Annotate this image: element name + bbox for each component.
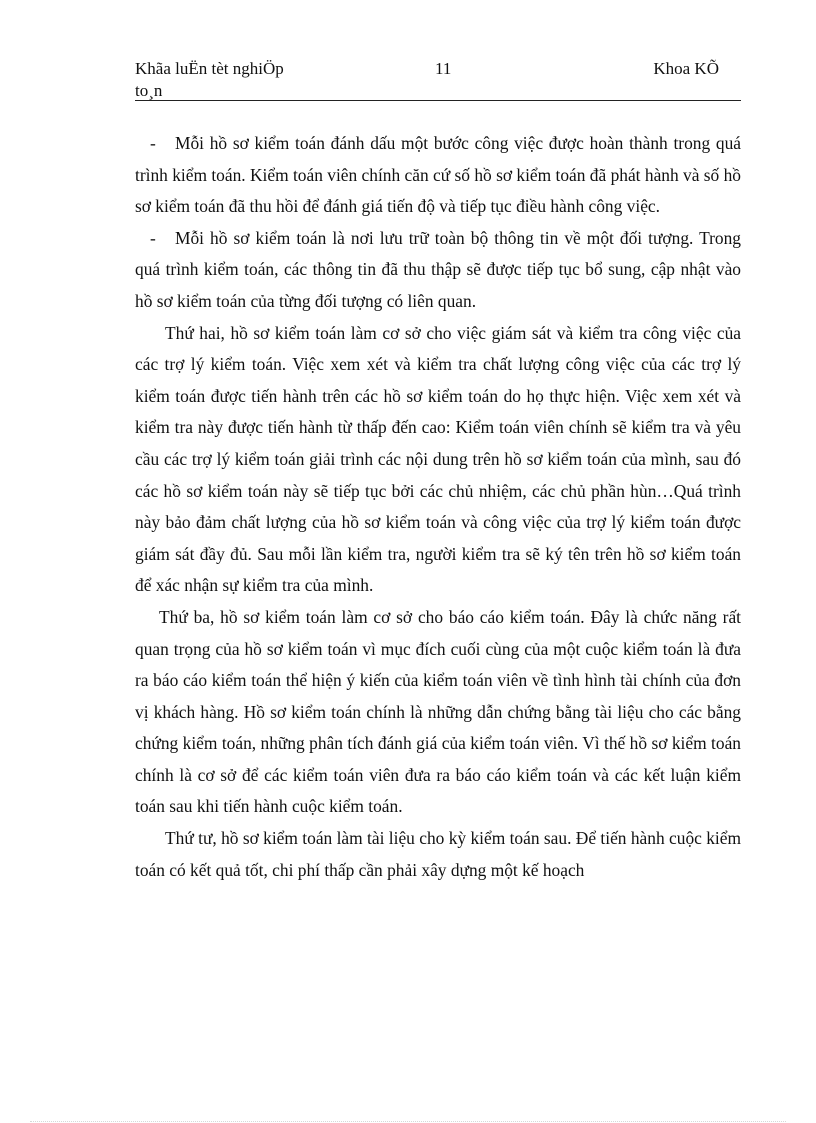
page-header xyxy=(135,58,741,101)
paragraph-text: Mỗi hồ sơ kiểm toán đánh dấu một bước công việc được hoàn thành trong quá trình kiểm toán. Kiểm toán viên chính căn cứ số hồ sơ kiểm toán đã phát hành và số hồ sơ kiểm toán đã thu hồi để đánh giá tiến độ và tiếp tục điều hành công việc. xyxy=(135,133,741,217)
paragraph-second-point: Thứ hai, hồ sơ kiểm toán làm cơ sở cho việc giám sát và kiểm tra công việc của các trợ lý kiểm toán. Việc xem xét và kiểm tra chất lượng công việc của các trợ lý kiểm toán được tiến hành trên các hồ sơ kiểm toán do họ thực hiện. Việc xem xét và kiểm tra này được tiến hành từ thấp đến cao: Kiểm toán viên chính sẽ kiểm tra và yêu cầu các trợ lý kiểm toán giải trình các nội dung trên hồ sơ kiểm toán của mình, sau đó các hồ sơ kiểm toán này sẽ tiếp tục bởi các chủ nhiệm, các chủ phần hùn…Quá trình này bảo đảm chất lượng của hồ sơ kiểm toán và công việc của trợ lý kiểm toán được giám sát đầy đủ. Sau mỗi lần kiểm tra, người kiểm tra sẽ ký tên trên hồ sơ kiểm toán để xác nhận sự kiểm tra của mình. xyxy=(135,322,741,596)
paragraph-third-point: Thứ ba, hồ sơ kiểm toán làm cơ sở cho báo cáo kiểm toán. Đây là chức năng rất quan trọng của hồ sơ kiểm toán vì mục đích cuối cùng của một cuộc kiểm toán là đưa ra báo cáo kiểm toán thể hiện ý kiến của kiểm toán viên về tình hình tài chính của đơn vị khách hàng. Hồ sơ kiểm toán chính là những dẫn chứng bằng tài liệu cho các bằng chứng kiểm toán, những phân tích đánh giá của kiểm toán viên. Vì thế hồ sơ kiểm toán chính là cơ sở để các kiểm toán viên đưa ra báo cáo kiểm toán và các kết luận kiểm toán sau khi tiến hành cuộc kiểm toán. xyxy=(135,606,741,817)
bullet-paragraph-1 xyxy=(135,128,741,223)
header-title-line-2: to¸n xyxy=(135,81,163,100)
document-body xyxy=(135,128,741,886)
header-document-title xyxy=(135,58,335,102)
paragraph-fourth-point: Thứ tư, hồ sơ kiểm toán làm tài liệu cho kỳ kiểm toán sau. Để tiến hành cuộc kiểm toán có kết quả tốt, chi phí thấp cần phải xây dựng một kế hoạch xyxy=(135,828,741,880)
bullet-dash: - xyxy=(150,133,156,153)
bullet-dash: - xyxy=(150,227,156,248)
header-faculty: Khoa KÕ xyxy=(653,59,719,78)
paragraph-text: Mỗi hồ sơ kiểm toán là nơi lưu trữ toàn bộ thông tin về một đối tượng. Trong quá trình kiểm toán, các thông tin đã thu thập sẽ được tiếp tục bổ sung, cập nhật vào hồ sơ kiểm toán của từng đối tượng có liên quan. xyxy=(135,227,741,311)
header-title-line-1: Khãa luËn tèt nghiÖp xyxy=(135,59,284,78)
page-bottom-border xyxy=(30,1121,786,1122)
bullet-paragraph-2 xyxy=(135,223,741,318)
page-number: 11 xyxy=(435,59,452,78)
